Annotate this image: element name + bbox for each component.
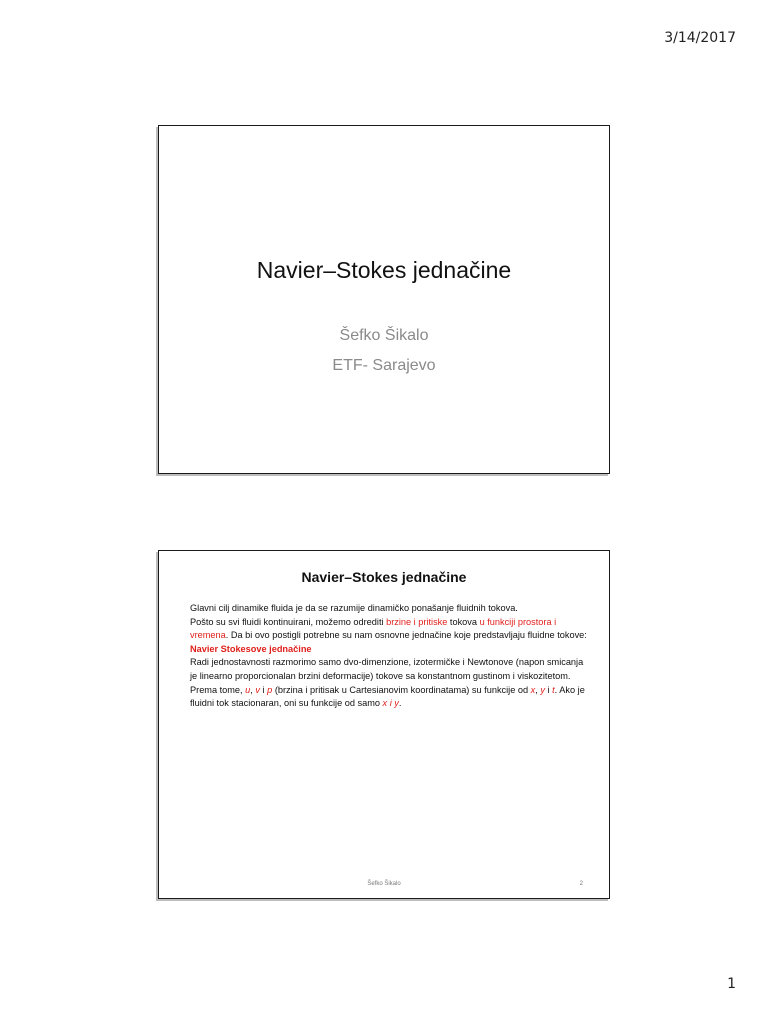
highlight-funkciji: u funkciji prostora i vremena: [190, 616, 557, 641]
slide-2-title: Navier–Stokes jednačine: [301, 569, 467, 585]
slide-2: [158, 550, 610, 899]
slide-2-number: 2: [579, 881, 583, 887]
page-number: 1: [727, 976, 736, 992]
highlight-brzine-pritiske: brzine i pritiske: [386, 616, 448, 627]
slide-2-footer: Šefko Šikalo: [367, 881, 401, 887]
page-date: 3/14/2017: [664, 30, 736, 46]
slide-2-body: [190, 602, 591, 711]
paragraph-functions: Prema tome, u, v i p (brzina i pritisak u Cartesianovim koordinatama) su funkcije od x, y i t. Ako je fluidni tok stacionaran, oni su funkcije od samo x i y.: [190, 684, 585, 709]
paragraph-intro: Glavni cilj dinamike fluida je da se razumije dinamičko ponašanje fluidnih tokova. Pošto su svi fluidi kontinuirani, možemo odrediti brzine i pritiske tokova u funkciji prostora i vremena. Da bi ovo postigli potrebne su nam osnovne jednačine koje predstavljaju fluidne tokove:: [190, 603, 587, 641]
slide-1: [158, 125, 610, 474]
slide-1-author: Šefko Šikalo: [339, 327, 429, 344]
slide-1-title: Navier–Stokes jednačine: [256, 257, 512, 283]
slide-1-institution: ETF- Sarajevo: [332, 357, 436, 374]
highlight-navier-stokes: Navier Stokesove jednačine: [190, 643, 312, 654]
paragraph-simplification: Radi jednostavnosti razmorimo samo dvo-dimenzione, izotermičke i Newtonove (napon smicanja je linearno proporcionalan brzini deformacije) tokove sa konstantnom gustinom i viskozitetom.: [190, 657, 584, 681]
